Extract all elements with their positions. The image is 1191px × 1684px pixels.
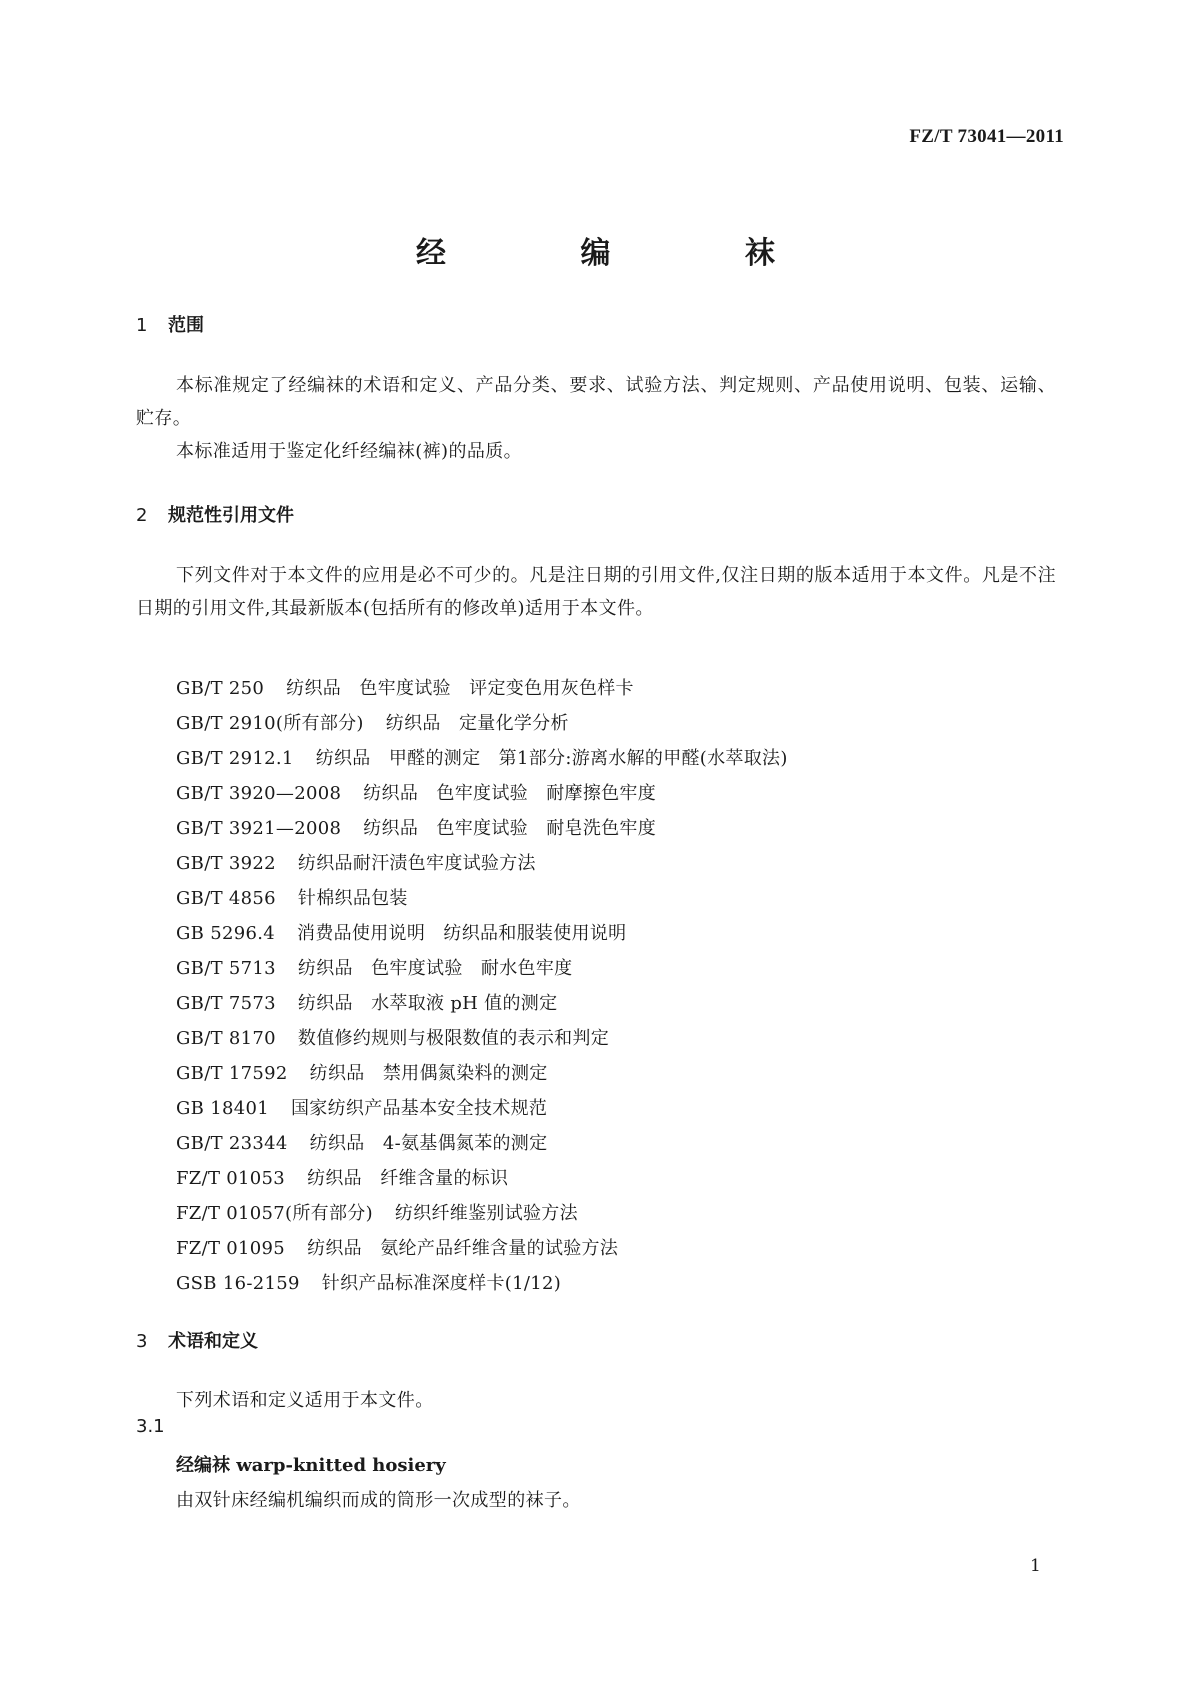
reference-title: 纺织纤维鉴别试验方法 <box>394 1203 578 1224</box>
reference-item <box>176 1266 788 1301</box>
reference-title: 针棉织品包装 <box>297 888 408 909</box>
reference-title: 纺织品 禁用偶氮染料的测定 <box>309 1063 548 1084</box>
reference-item <box>176 706 788 741</box>
reference-title: 纺织品耐汗渍色牢度试验方法 <box>297 853 536 874</box>
reference-code: FZ/T 01057(所有部分) <box>176 1203 373 1224</box>
section-2-intro: 下列文件对于本文件的应用是必不可少的。凡是注日期的引用文件,仅注日期的版本适用于本文件。凡是不注日期的引用文件,其最新版本(包括所有的修改单)适用于本文件。 <box>136 565 1056 619</box>
section-1-paragraph-1: 本标准规定了经编袜的术语和定义、产品分类、要求、试验方法、判定规则、产品使用说明、包装、运输、贮存。 <box>136 375 1056 429</box>
reference-item <box>176 811 788 846</box>
document-title: 经 编 袜 <box>416 236 837 271</box>
reference-code: GB/T 2910(所有部分) <box>176 713 364 734</box>
reference-code: GB/T 7573 <box>176 993 276 1014</box>
reference-code: FZ/T 01053 <box>176 1168 286 1189</box>
reference-item <box>176 1056 788 1091</box>
reference-title: 纺织品 水萃取液 pH 值的测定 <box>297 993 558 1014</box>
reference-title: 纺织品 定量化学分析 <box>385 713 569 734</box>
reference-title: 数值修约规则与极限数值的表示和判定 <box>297 1028 610 1049</box>
section-1-paragraph-2: 本标准适用于鉴定化纤经编袜(裤)的品质。 <box>176 441 523 462</box>
section-2-heading <box>136 501 294 527</box>
reference-item <box>176 776 788 811</box>
term-definition: 由双针床经编机编织而成的筒形一次成型的袜子。 <box>176 1490 581 1511</box>
reference-code: GB/T 4856 <box>176 888 276 909</box>
reference-code: GB/T 250 <box>176 678 265 699</box>
reference-item <box>176 951 788 986</box>
reference-title: 纺织品 纤维含量的标识 <box>307 1168 509 1189</box>
reference-item <box>176 1021 788 1056</box>
reference-item <box>176 881 788 916</box>
reference-title: 纺织品 色牢度试验 耐摩擦色牢度 <box>363 783 657 804</box>
reference-item <box>176 1091 788 1126</box>
reference-title: 纺织品 色牢度试验 耐水色牢度 <box>297 958 573 979</box>
term-name: 经编袜 warp-knitted hosiery <box>176 1455 446 1476</box>
reference-title: 纺织品 氨纶产品纤维含量的试验方法 <box>307 1238 619 1259</box>
reference-item <box>176 846 788 881</box>
reference-code: GB/T 5713 <box>176 958 276 979</box>
section-3-heading <box>136 1327 258 1353</box>
reference-item <box>176 671 788 706</box>
reference-code: GB/T 3920—2008 <box>176 783 342 804</box>
section-3-title: 术语和定义 <box>168 1331 258 1352</box>
page-number: 1 <box>1030 1556 1041 1576</box>
reference-item <box>176 741 788 776</box>
standard-code: FZ/T 73041—2011 <box>909 126 1064 147</box>
reference-code: GB 18401 <box>176 1098 269 1119</box>
reference-code: GB/T 3922 <box>176 853 276 874</box>
section-1-title: 范围 <box>168 315 204 336</box>
reference-title: 纺织品 色牢度试验 耐皂洗色牢度 <box>363 818 657 839</box>
reference-code: GB/T 23344 <box>176 1133 288 1154</box>
reference-title: 纺织品 色牢度试验 评定变色用灰色样卡 <box>286 678 634 699</box>
reference-code: GB 5296.4 <box>176 923 276 944</box>
reference-code: GB/T 2912.1 <box>176 748 294 769</box>
reference-item <box>176 986 788 1021</box>
reference-item <box>176 1231 788 1266</box>
reference-code: FZ/T 01095 <box>176 1238 286 1259</box>
normative-references-list <box>176 671 788 1301</box>
reference-title: 针织产品标准深度样卡(1/12) <box>321 1273 562 1294</box>
reference-code: GB/T 3921—2008 <box>176 818 342 839</box>
section-3-number: 3 <box>136 1331 148 1352</box>
section-1-heading <box>136 311 204 337</box>
reference-item <box>176 1126 788 1161</box>
section-3-intro: 下列术语和定义适用于本文件。 <box>176 1390 434 1411</box>
reference-item <box>176 1161 788 1196</box>
reference-item <box>176 916 788 951</box>
section-2-number: 2 <box>136 505 148 526</box>
section-2-title: 规范性引用文件 <box>168 505 294 526</box>
section-1-number: 1 <box>136 315 148 336</box>
reference-code: GB/T 8170 <box>176 1028 276 1049</box>
reference-title: 纺织品 甲醛的测定 第1部分:游离水解的甲醛(水萃取法) <box>315 748 788 769</box>
reference-title: 纺织品 4-氨基偶氮苯的测定 <box>309 1133 548 1154</box>
reference-title: 国家纺织产品基本安全技术规范 <box>291 1098 548 1119</box>
term-number: 3.1 <box>136 1416 165 1437</box>
reference-title: 消费品使用说明 纺织品和服装使用说明 <box>297 923 627 944</box>
reference-code: GB/T 17592 <box>176 1063 288 1084</box>
reference-item <box>176 1196 788 1231</box>
reference-code: GSB 16-2159 <box>176 1273 300 1294</box>
